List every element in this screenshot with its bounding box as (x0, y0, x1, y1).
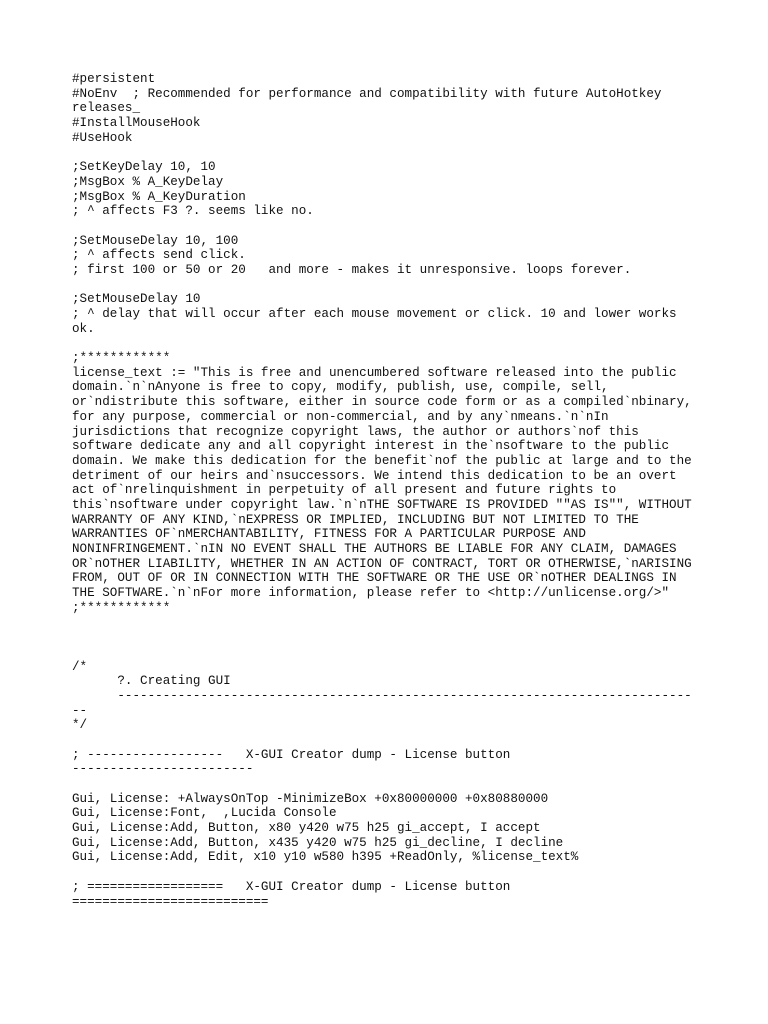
code-line: for any purpose, commercial or non-commercial, and by any`nmeans.`n`nIn (72, 409, 609, 424)
code-line: #UseHook (72, 130, 133, 145)
code-line: WARRANTIES OF`nMERCHANTABILITY, FITNESS FOR A PARTICULAR PURPOSE AND (72, 527, 586, 542)
code-line: WARRANTY OF ANY KIND,`nEXPRESS OR IMPLIED, INCLUDING BUT NOT LIMITED TO THE (72, 512, 639, 527)
code-line: software dedicate any and all copyright interest in the`nsoftware to the public (72, 439, 670, 454)
code-line (72, 733, 722, 748)
code-line: ; ^ affects F3 ?. seems like no. (72, 204, 314, 219)
code-line: ; ================== X-GUI Creator dump - License button (72, 879, 511, 894)
code-line: domain. We make this dedication for the benefit`nof the public at large and to the (72, 453, 692, 468)
code-line (72, 145, 722, 160)
code-line (72, 777, 722, 792)
code-line: ;SetMouseDelay 10, 100 (72, 233, 239, 248)
code-line: ;************ (72, 351, 171, 366)
code-line: ; ^ delay that will occur after each mouse movement or click. 10 and lower works (72, 307, 677, 321)
code-line: /* (72, 659, 88, 674)
code-line: ;MsgBox % A_KeyDuration (72, 189, 246, 204)
code-line: detriment of our heirs and`nsuccessors. We intend this dedication to be an overt (72, 468, 677, 483)
code-line: Gui, License:Font, ,Lucida Console (72, 806, 337, 821)
code-line: Gui, License:Add, Edit, x10 y10 w580 h395 +ReadOnly, %license_text% (72, 850, 579, 865)
code-line (72, 865, 722, 880)
code-line: jurisdictions that recognize copyright laws, the author or authors`nof this (72, 424, 639, 439)
code-line: license_text := "This is free and unencumbered software released into the public (72, 365, 677, 380)
code-line: or`ndistribute this software, either in source code form or as a compiled`nbinary, (72, 395, 692, 410)
code-line: FROM, OUT OF OR IN CONNECTION WITH THE SOFTWARE OR THE USE OR`nOTHER DEALINGS IN (72, 571, 677, 586)
code-line (72, 336, 722, 351)
code-line: ?. Creating GUI (72, 674, 231, 689)
code-line: ; ^ affects send click. (72, 248, 246, 263)
code-line: this`nsoftware under copyright law.`n`nTHE SOFTWARE IS PROVIDED ""AS IS"", WITHOUT (72, 497, 692, 512)
code-line (72, 219, 722, 234)
code-line: act of`nrelinquishment in perpetuity of all present and future rights to (72, 483, 617, 498)
document-page (72, 72, 722, 909)
code-line: Gui, License: +AlwaysOnTop -MinimizeBox +0x80000000 +0x80880000 (72, 791, 549, 806)
code-line (72, 630, 722, 645)
code-line: #persistent (72, 72, 156, 86)
code-line: OR`nOTHER LIABILITY, WHETHER IN AN ACTION OF CONTRACT, TORT OR OTHERWISE,`nARISING (72, 556, 692, 571)
code-line: Gui, License:Add, Button, x435 y420 w75 h25 gi_decline, I decline (72, 835, 564, 850)
code-line (72, 615, 722, 630)
code-line: ;SetMouseDelay 10 (72, 292, 201, 307)
code-line (72, 278, 722, 293)
code-line: ; first 100 or 50 or 20 and more - makes it unresponsive. loops forever. (72, 262, 632, 277)
code-line: NONINFRINGEMENT.`nIN NO EVENT SHALL THE AUTHORS BE LIABLE FOR ANY CLAIM, DAMAGES (72, 542, 677, 556)
code-line: #NoEnv ; Recommended for performance and compatibility with future AutoHotkey (72, 86, 662, 101)
code-line (72, 645, 722, 660)
code-line: ========================== (72, 894, 269, 909)
code-line: THE SOFTWARE.`n`nFor more information, please refer to <http://unlicense.org/>" (72, 586, 670, 601)
code-line: ------------------------ (72, 762, 254, 777)
code-line: ok. (72, 321, 95, 336)
code-line: #InstallMouseHook (72, 116, 201, 131)
code-line: releases_ (72, 101, 141, 116)
code-line: ;MsgBox % A_KeyDelay (72, 174, 224, 189)
code-line: -- (72, 703, 88, 718)
code-line: Gui, License:Add, Button, x80 y420 w75 h25 gi_accept, I accept (72, 821, 541, 836)
code-line: */ (72, 718, 88, 733)
code-line: ; ------------------ X-GUI Creator dump - License button (72, 747, 511, 762)
code-listing (72, 72, 722, 909)
code-line: ---------------------------------------------------------------------------- (72, 688, 692, 703)
code-line: domain.`n`nAnyone is free to copy, modify, publish, use, compile, sell, (72, 380, 609, 395)
code-line: ;************ (72, 600, 171, 615)
code-line: ;SetKeyDelay 10, 10 (72, 160, 216, 175)
